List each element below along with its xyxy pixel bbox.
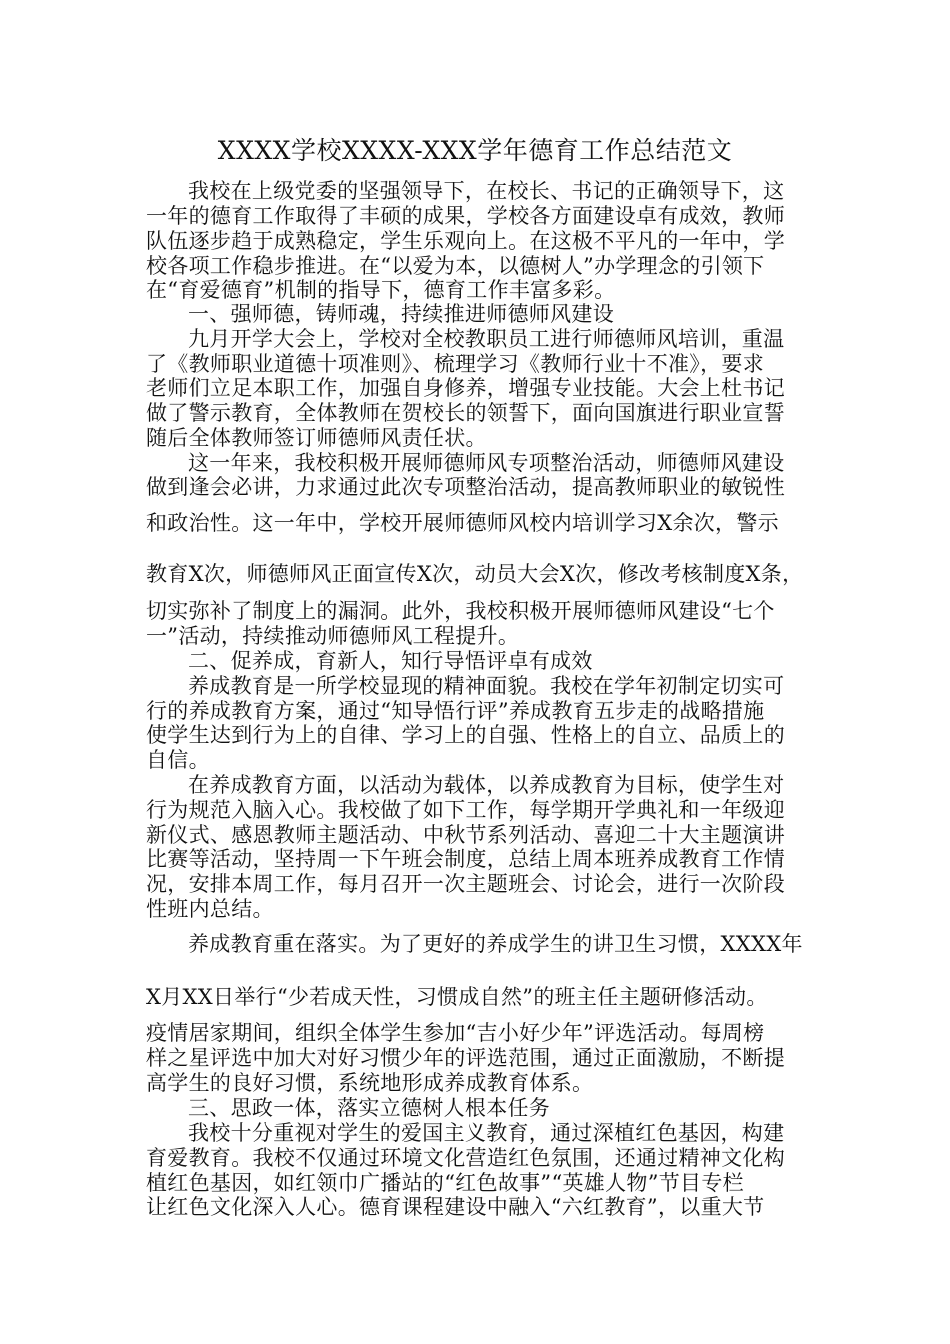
- text-line: 让红色文化深入人心。德育课程建设中融入“六红教育”，以重大节: [146, 1195, 765, 1219]
- section-heading: 一、强师德，铸师魂，持续推进师德师风建设: [188, 302, 614, 326]
- text-line: 一”活动，持续推动师德师风工程提升。: [146, 624, 520, 648]
- text-line: 我校在上级党委的坚强领导下，在校长、书记的正确领导下，这: [188, 179, 785, 203]
- text-line: 育爱教育。我校不仅通过环境文化营造红色氛围，还通过精神文化构: [146, 1146, 785, 1170]
- text-line: 养成教育重在落实。为了更好的养成学生的讲卫生习惯，XXXX年: [188, 932, 803, 956]
- text-line: 我校十分重视对学生的爱国主义教育，通过深植红色基因，构建: [188, 1121, 785, 1145]
- text-line: 比赛等活动，坚持周一下午班会制度，总结上周本班养成教育工作情: [146, 847, 785, 871]
- text-line: 随后全体教师签订师德师风责任状。: [146, 426, 487, 450]
- text-line: 在“育爱德育”机制的指导下，德育工作丰富多彩。: [146, 278, 616, 302]
- text-line: 教育X次，师德师风正面宣传X次，动员大会X次，修改考核制度X条，: [146, 562, 804, 586]
- text-line: 养成教育是一所学校显现的精神面貌。我校在学年初制定切实可: [188, 674, 785, 698]
- text-line: 行的养成教育方案，通过“知导悟行评”养成教育五步走的战略措施: [146, 699, 765, 723]
- text-line: 做到逢会必讲，力求通过此次专项整治活动，提高教师职业的敏锐性: [146, 475, 785, 499]
- text-line: 和政治性。这一年中，学校开展师德师风校内培训学习X余次，警示: [146, 511, 779, 535]
- text-line: 行为规范入脑入心。我校做了如下工作，每学期开学典礼和一年级迎: [146, 798, 785, 822]
- section-heading: 二、促养成，育新人，知行导悟评卓有成效: [188, 649, 593, 673]
- text-line: 老师们立足本职工作，加强自身修养，增强专业技能。大会上杜书记: [146, 376, 785, 400]
- text-line: 新仪式、感恩教师主题活动、中秋节系列活动、喜迎二十大主题演讲: [146, 823, 785, 847]
- text-line: 疫情居家期间，组织全体学生参加“吉小好少年”评选活动。每周榜: [146, 1021, 765, 1045]
- text-line: 九月开学大会上，学校对全校教职员工进行师德师风培训，重温: [188, 327, 785, 351]
- text-line: 高学生的良好习惯，系统地形成养成教育体系。: [146, 1071, 594, 1095]
- text-line: 使学生达到行为上的自律、学习上的自强、性格上的自立、品质上的: [146, 723, 785, 747]
- text-line: 况，安排本周工作，每月召开一次主题班会、讨论会，进行一次阶段: [146, 872, 785, 896]
- text-line: 样之星评选中加大对好习惯少年的评选范围，通过正面激励，不断提: [146, 1046, 785, 1070]
- text-line: 这一年来，我校积极开展师德师风专项整治活动，师德师风建设: [188, 451, 785, 475]
- text-line: 性班内总结。: [146, 897, 274, 921]
- text-line: 植红色基因，如红领巾广播站的“红色故事”“英雄人物”节目专栏: [146, 1171, 744, 1195]
- text-line: 队伍逐步趋于成熟稳定，学生乐观向上。在这极不平凡的一年中，学: [146, 229, 785, 253]
- text-line: 在养成教育方面，以活动为载体，以养成教育为目标，使学生对: [188, 773, 785, 797]
- text-line: 一年的德育工作取得了丰硕的成果，学校各方面建设卓有成效，教师: [146, 204, 785, 228]
- text-line: 做了警示教育，全体教师在贺校长的领誓下，面向国旗进行职业宣誓: [146, 401, 785, 425]
- text-line: 切实弥补了制度上的漏洞。此外，我校积极开展师德师风建设“七个: [146, 599, 775, 623]
- text-line: 自信。: [146, 748, 210, 772]
- text-line: X月XX日举行“少若成天性，习惯成自然”的班主任主题研修活动。: [146, 985, 768, 1009]
- document-title: XXXX学校XXXX-XXX学年德育工作总结范文: [217, 136, 733, 165]
- section-heading: 三、思政一体，落实立德树人根本任务: [188, 1096, 551, 1120]
- text-line: 校各项工作稳步推进。在“以爱为本，以德树人”办学理念的引领下: [146, 254, 765, 278]
- text-line: 了《教师职业道德十项准则》、梳理学习《教师行业十不准》，要求: [146, 352, 764, 376]
